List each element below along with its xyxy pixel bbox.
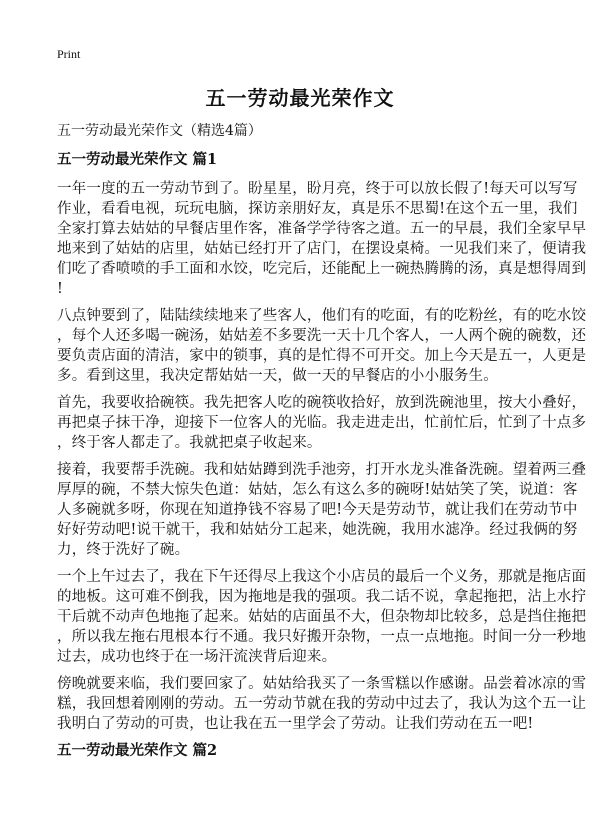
paragraph-line: ，终于客人都走了。我就把桌子收起来。 [57,435,322,451]
paragraph-line: 地来到了姑姑的店里，姑姑已经打开了店门，在摆设桌椅。一见我们来了，便请我 [57,241,587,257]
paragraph-line: 再把桌子抹干净，迎接下一位客人的光临。我走进走出，忙前忙后，忙到了十点多 [57,415,587,431]
paragraph-line: 要负责店面的清洁，家中的锁事，真的是忙得不可开交。加上今天是五一，人更是 [57,348,587,364]
print-link[interactable]: Print [57,47,81,61]
paragraph-line: ! [57,281,64,297]
paragraph-line: 首先，我要收拾碗筷。我先把客人吃的碗筷收拾好，放到洗碗池里，按大小叠好， [57,395,587,411]
paragraph [57,567,587,667]
essay-section [57,741,557,761]
paragraph-line: 糕，我回想着刚刚的劳动。五一劳动节就在我的劳动中过去了，我认为这个五一让 [57,696,587,712]
paragraph-line: 傍晚就要来临，我们要回家了。姑姑给我买了一条雪糕以作感谢。品尝着冰凉的雪 [57,676,587,692]
paragraph-line: 过去，成功也终于在一场汗流浃背后迎来。 [57,649,337,665]
paragraph-line: 干后就不动声色地拖了起来。姑姑的店面虽不大，但杂物却比较多，总是挡住拖把 [57,609,587,625]
document-subtitle: 五一劳动最光荣作文（精选4篇） [57,123,262,139]
paragraph-line: 一个上午过去了，我在下午还得尽上我这个小店员的最后一个义务，那就是拖店面 [57,569,587,585]
paragraph-line: 接着，我要帮手洗碗。我和姑姑蹲到洗手池旁，打开水龙头准备洗碗。望着两三叠 [57,462,587,478]
paragraph-line: 多。看到这里，我决定帮姑姑一天，做一天的早餐店的小小服务生。 [57,368,498,384]
paragraph-line: 人多碗就多呀，你现在知道挣钱不容易了吧!今天是劳动节，就让我们在劳动节中 [57,502,578,518]
paragraph-line: 力，终于洗好了碗。 [57,542,190,558]
essay-section [57,150,587,734]
paragraph-line: 八点钟要到了，陆陆续续地来了些客人，他们有的吃面，有的吃粉丝，有的吃水饺 [57,308,587,324]
paragraph [57,393,587,453]
section-heading: 五一劳动最光荣作文 篇2 [57,742,218,759]
paragraph-line: 们吃了香喷喷的手工面和水饺，吃完后，还能配上一碗热腾腾的汤，真是想得周到 [57,261,587,277]
paragraph [57,179,587,299]
paragraph [57,674,587,734]
paragraph-line: ，每个人还多喝一碗汤，姑姑差不多要洗一天十几个客人，一人两个碗的碗数，还 [57,328,587,344]
article-body [57,150,587,770]
paragraph [57,306,587,386]
paragraph-line: 一年一度的五一劳动节到了。盼星星，盼月亮，终于可以放长假了!每天可以写写 [57,181,578,197]
paragraph-line: 的地板。这可难不倒我，因为拖地是我的强项。我二话不说，拿起拖把，沾上水拧 [57,589,587,605]
paragraph-line: 我明白了劳动的可贵，也让我在五一里学会了劳动。让我们劳动在五一吧! [57,716,534,732]
paragraph-line: 作业，看看电视，玩玩电脑，探访亲朋好友，真是乐不思蜀!在这个五一里，我们 [57,201,578,217]
page-title: 五一劳动最光荣作文 [205,86,395,110]
section-heading: 五一劳动最光荣作文 篇1 [57,151,218,168]
paragraph-line: 全家打算去姑姑的早餐店里作客，准备学学待客之道。五一的早晨，我们全家早早 [57,221,587,237]
paragraph-line: ，所以我左拖右甩根本行不通。我只好搬开杂物，一点一点地拖。时间一分一秒地 [57,629,587,645]
paragraph-line: 好好劳动吧!说干就干，我和姑姑分工起来，她洗碗，我用水滤净。经过我俩的努 [57,522,578,538]
paragraph-line: 厚厚的碗，不禁大惊失色道：姑姑，怎么有这么多的碗呀!姑姑笑了笑，说道：客 [57,482,578,498]
paragraph [57,460,587,560]
